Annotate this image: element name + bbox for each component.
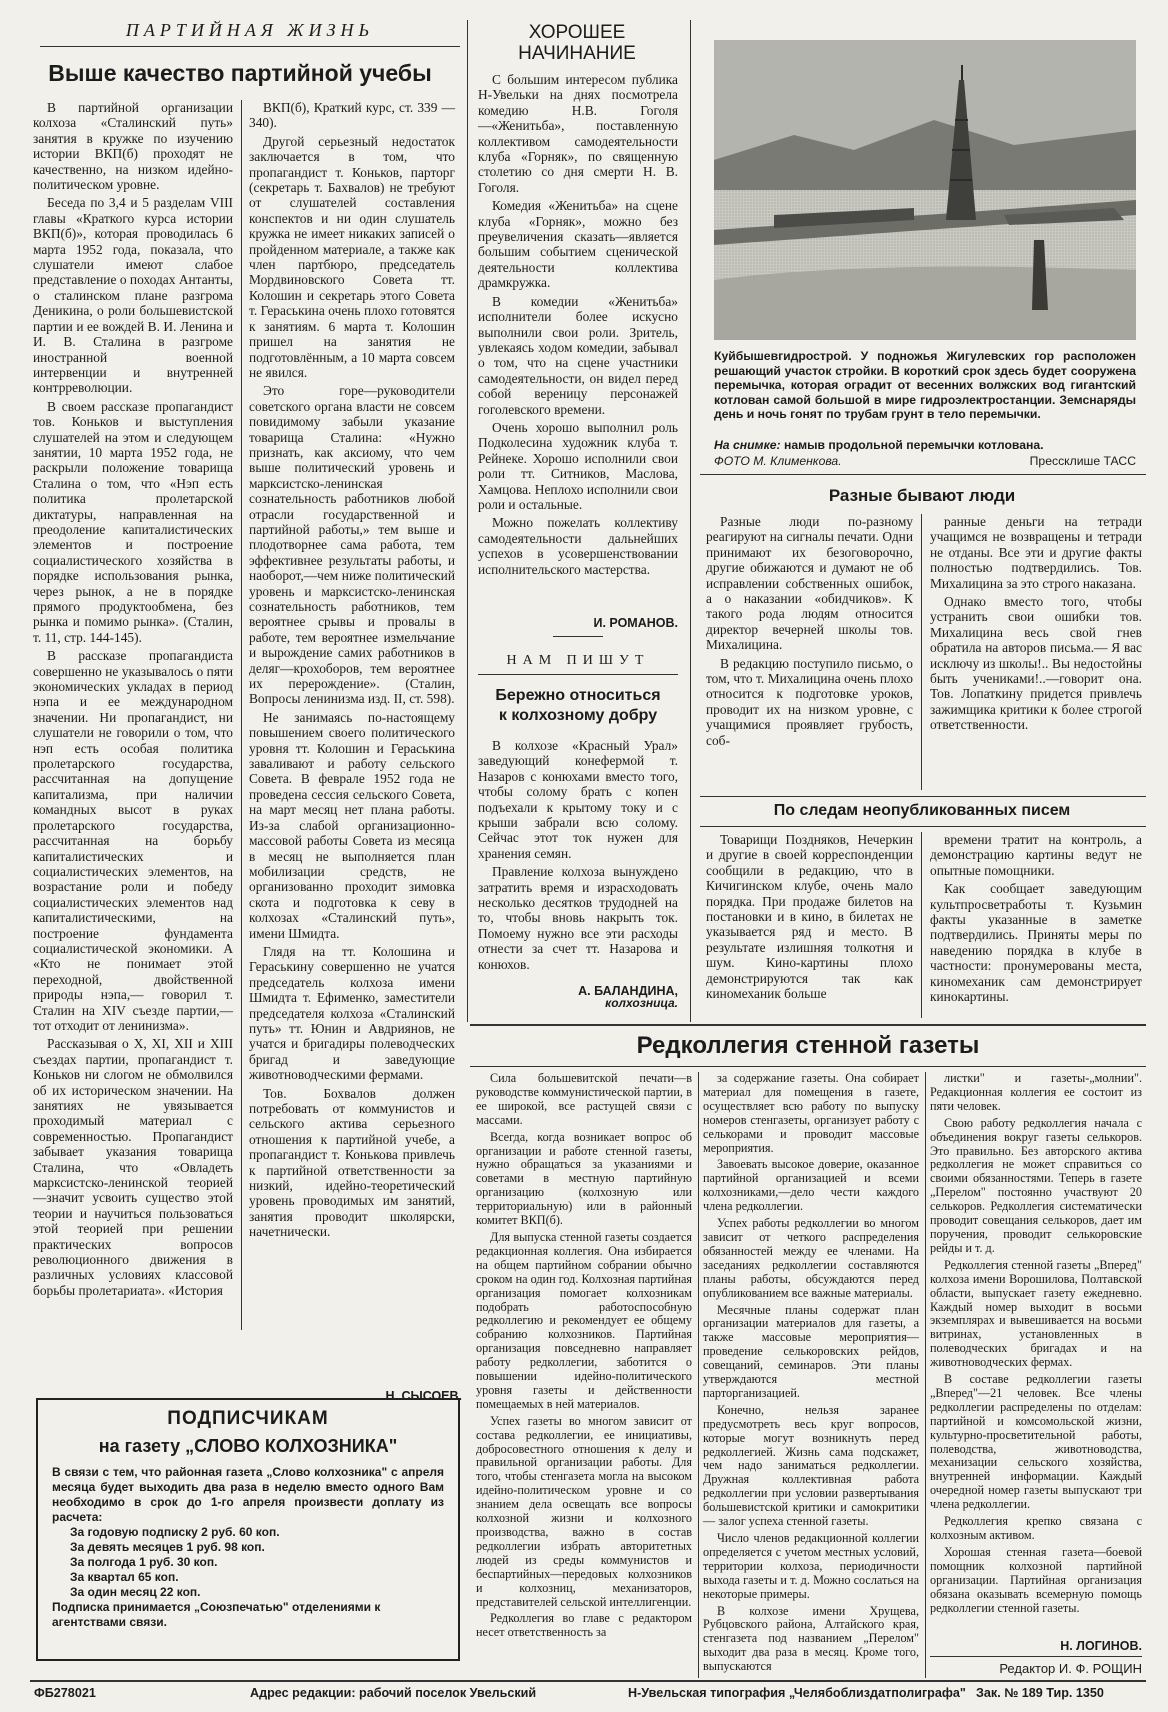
photo-caption	[714, 349, 1136, 422]
article-author: И. РОМАНОВ.	[593, 616, 678, 630]
paragraph: В партийной организации колхоза «Сталинский путь» занятия в кружке по изучению истории ВКП(б) проходят не качественно, на низком идейно-политическом уровне.	[33, 100, 233, 193]
article-author: А. БАЛАНДИНА,	[578, 984, 678, 998]
paragraph: В редакцию поступило письмо, о том, что т. Михалицина очень плохо относится к подготовке уроков, проводит их на низком уровне, с учащимися проявляет грубость, соб-	[706, 655, 913, 748]
paragraph: за содержание газеты. Она собирает материал для помещения в газете, осуществляет всю работу по выпуску номеров стенгазеты, организует работу с селькорами и проводит массовые мероприятия.	[703, 1071, 919, 1155]
column-divider	[925, 1072, 926, 1678]
title-underline	[470, 1066, 1146, 1067]
subscribers-notice	[36, 1398, 460, 1661]
separator	[700, 796, 1146, 797]
article-title: Выше качество партийной учебы	[48, 60, 432, 86]
paragraph: В колхозе имени Хрущева, Рубцовского района, Алтайского края, стенгазета под названием „Перелом" выходит два раза в месяц. Кроме того, выпускаются	[703, 1603, 919, 1674]
article-column	[930, 514, 1142, 790]
paragraph: Конечно, нельзя заранее предусмотреть весь круг вопросов, которые могут возникнуть перед редколлегией. Жизнь сама подскажет, чем надо заниматься редколлегии. Дружная коллективная работа редколлегии при условии развертывания большевистской критики и самокритики — залог успеха стенной газеты.	[703, 1402, 919, 1529]
article-title: По следам неопубликованных писем	[773, 802, 1071, 819]
title-line: НАЧИНАНИЕ	[518, 43, 636, 64]
paragraph: Очень хорошо выполнил роль Подколесина художник клуба т. Рейнеке. Хорошо исполнили свои роли тт. Ситников, Маслова, Хамцова. Неплохо исполнили свои роли и остальные.	[478, 419, 678, 512]
note-text: намыв продольной перемычки котлована.	[783, 438, 1044, 452]
author-role: колхозница.	[605, 996, 678, 1010]
paragraph: Как сообщает заведующим культпросветработы т. Кузьмин факты указанные в заметке подтвердились. Приняты меры по наведению порядка в клубе в частности: пронумерованы места, киномеханик сам демонстрирует кинокартины.	[930, 881, 1142, 1005]
paragraph: Завоевать высокое доверие, оказанное партийной организацией и всеми колхозниками,—дело чести каждого члена редколлегии.	[703, 1157, 919, 1214]
paragraph: Правление колхоза вынуждено затратить время и израсходовать несколько десятков трудодней на то, чтобы вновь накрыть ток. Помоему нужно все эти расходы отнести за счет тт. Назарова и конюхов.	[478, 864, 678, 972]
article-column	[33, 100, 233, 1335]
paragraph: времени тратит на контроль, а демонстрацию картины ведут не опытные помощники.	[930, 832, 1142, 878]
paragraph: Однако вместо того, чтобы устранить свои ошибки тов. Михалицина весь свой гнев обратила на авторов письма.— Я вас исключу из школы!.. Вы недостойны быть учениками!..—говорит она. Тов. Лопаткину придется привлечь зажимщика критики к более строгой ответственности.	[930, 594, 1142, 733]
paragraph: Свою работу редколлегия начала с объединения вокруг газеты селькоров. Это правильно. Без авторского актива редколлегия не может справиться со своими обязанностями. Теперь в газете „Перелом" постоянно участвуют 20 селькоров. Редколлегия систематически проводит совещания селькоров, дает им поручения, проводит селькоровские рейды и т. д.	[930, 1115, 1142, 1255]
paragraph: Не занимаясь по-настоящему повышением своего политического уровня тт. Колошин и Гераськина заваливают и работу сельского Совета. В феврале 1952 года не проведена сессия сельского Совета, на март месяц нет плана работы. Из-за слабой организационно-массовой работы Совета из месяца в месяц не выполняется план мобилизации средств, не организованно проходит зимовка скота и подготовка к севу в колхозах «Сталинский путь», имени Шмидта.	[249, 709, 455, 941]
subscribers-note: Подписка принимается „Союзпечатью" отделениями к агентствами связи.	[52, 1600, 381, 1629]
subscribers-title: ПОДПИСЧИКАМ	[167, 1408, 329, 1429]
rate-line: За один месяц 22 коп.	[70, 1585, 201, 1599]
column-divider	[698, 1072, 699, 1678]
paragraph: Комедия «Женитьба» на сцене клуба «Горняк», можно без преувеличения сказать—является большим событием сценической деятельности коллектива драмкружка.	[478, 198, 678, 291]
footer-order: Зак. № 189 Тир. 1350	[976, 1686, 1104, 1700]
paragraph: Тов. Бохвалов должен потребовать от коммунистов и сельского актива серьезного отношения к партийной учебе, а пропагандист т. Конькова привлечь к партийной ответственности за низкий, идейно-теоретический уровень проводимых им занятий, занятия проводит школярски, начетнически.	[249, 1085, 455, 1240]
footer-address: Адрес редакции: рабочий поселок Увельский	[250, 1686, 537, 1700]
subscribers-body: В связи с тем, что районная газета „Слово колхозника" с апреля месяца будет выходить два раза в неделю вместо одного Вам необходимо в срок до 1-го апреля произвести доплату из расчета:	[52, 1465, 444, 1524]
paragraph: Другой серьезный недостаток заключается в том, что пропагандист т. Коньков, парторг (секретарь т. Бахвалов) не требуют от слушателей составления конспектов и ни один слушатель кружка не имеет никаких записей о пройденном материале, а также как член партбюро, председатель Мордвиновского Совета тт. Колошин и секретарь этого Совета т. Гераськина очень плохо готовятся к занятиям. 6 марта т. Колошин пришел на занятия не подготовлённым, а 10 марта совсем не явился.	[249, 133, 455, 380]
paragraph: Месячные планы содержат план организации материалов для газеты, а также массовые мероприятия—проведение селькоровских рейдов, совещаний, семинаров. Эти планы утверждаются местной парторганизацией.	[703, 1302, 919, 1400]
rate-line: За девять месяцев 1 руб. 98 коп.	[70, 1540, 265, 1554]
footer-printer: Н-Увельская типография „Челябоблиздатполиграфа"	[628, 1686, 966, 1700]
article-column	[476, 1072, 692, 1680]
dam-construction-photo	[714, 40, 1136, 340]
rubric-letters: НАМ ПИШУТ	[506, 653, 650, 668]
article-column	[706, 832, 913, 1018]
paragraph: ранные деньги на тетради учащимся не возвращены и тетради не отданы. Все эти и другие факты полностью подтвердились. Тов. Михалицина за это строго наказана.	[930, 514, 1142, 591]
paragraph: листки" и газеты-„молнии". Редакционная коллегия ее состоит из пяти человек.	[930, 1071, 1142, 1113]
paragraph: Хорошая стенная газета—боевой помощник колхозной партийной организации. Партийная организация обязана оказывать всемерную помощь редколлегии стенной газеты.	[930, 1544, 1142, 1615]
footer-code: ФБ278021	[34, 1686, 96, 1700]
article-author: Н. ЛОГИНОВ.	[1060, 1639, 1142, 1653]
separator	[470, 1024, 1146, 1026]
separator	[930, 1656, 1142, 1657]
rubric-underline	[40, 46, 460, 47]
paragraph: Можно пожелать коллективу самодеятельности дальнейших успехов в усовершенствовании исполнительского мастерства.	[478, 515, 678, 577]
article-author: Н. СЫСОЕВ.	[385, 1389, 462, 1403]
article-column	[930, 832, 1142, 1018]
paragraph: В своем рассказе пропагандист тов. Коньков и выступления слушателей на этом и следующем занятии, 10 марта 1952 года, не раскрыли положение товарища Сталина о том, что «Нэп есть политика пролетарской диктатуры, направленная на преодоление капиталистических элементов и построение социалистического хозяйства в порядке использования рынка, через рынок, а не в порядке прямого продуктообмена, без рынка и помимо рынка». (Сталин, т. 11, стр. 144-145).	[33, 398, 233, 645]
article-column	[478, 72, 678, 610]
article-title: Редколлегия стенной газеты	[636, 1032, 980, 1059]
paragraph: Сила большевитской печати—в руководстве коммунистической партии, в ее широкой, все растущей связи с массами.	[476, 1071, 692, 1127]
column-divider	[241, 100, 242, 1330]
footer-rule	[30, 1680, 1146, 1682]
article-column	[706, 514, 913, 790]
paragraph: Редколлегия стенной газеты „Вперед" колхоза имени Ворошилова, Полтавской области, выпускает газету ежедневно. Каждый номер выходит в восьми экземплярах и вывешивается на восьми витринах, установленных в полеводческих бригадах и на животноводческих фермах.	[930, 1257, 1142, 1370]
article-title: Разные бывают люди	[828, 486, 1016, 505]
article-column	[703, 1072, 919, 1680]
paragraph: Успех работы редколлегии во многом зависит от четкого распределения обязанностей между ее членами. На заседаниях редколлегии составляются планы работы, обсуждаются перед опубликованием все важные материалы.	[703, 1216, 919, 1300]
paragraph: Число членов редакционной коллегии определяется с учетом местных условий, территории колхоза, периодичности выхода газеты и т. д. Можно сослаться на некоторые примеры.	[703, 1531, 919, 1601]
title-line: ХОРОШЕЕ	[528, 22, 626, 43]
article-title	[477, 22, 677, 64]
photo-credit: ФОТО М. Клименкова.	[714, 454, 842, 468]
paragraph: Это горе—руководители советского органа власти не совсем повидимому забыли указание товарища Сталина: «Нужно признать, как аксиому, что чем выше политический уровень и марксистско-ленинская сознательность работников любой отрасли государственной и партийной работы,» тем выше и плодотворнее сама работа, тем эффективнее результаты работы, и наоборот,—чем ниже политический уровень и марксистско-ленинская сознательность работников, тем вероятнее срывы и провалы в работе, тем вероятнее измельчание и вырождение самих работников в деляг—крохоборов, тем вероятнее их перерождение». (Сталин, Вопросы ленинизма изд. II, ст. 598).	[249, 383, 455, 707]
subscribers-subtitle: на газету „СЛОВО КОЛХОЗНИКА"	[98, 1436, 398, 1456]
paragraph: В колхозе «Красный Урал» заведующий конефермой т. Назаров с конюхами вместо того, чтобы солому брать с копен подъехали к крытому току и с крыши забрали всю солому. Сейчас этот ток нужен для хранения семян.	[478, 738, 678, 861]
paragraph: Всегда, когда возникает вопрос об организации и работе стенной газеты, нужно обращаться за указаниями и советами в местную партийную организацию (колхозную или территориальную) или в районный комитет ВКП(б).	[476, 1129, 692, 1228]
paragraph: Редколлегия во главе с редактором несет ответственность за	[476, 1611, 692, 1640]
note-label: На снимке:	[714, 438, 781, 452]
paragraph: В комедии «Женитьба» исполнители более искусно выполнили свои роли. Зритель, увлекаясь ходом комедии, забывал о том, что на сцене участники самодеятельности, он видел перед собой вереницу персонажей гоголевского времени.	[478, 293, 678, 417]
photo	[714, 40, 1136, 340]
article-title: Бережно относиться к колхозному добру	[495, 687, 661, 724]
rate-line: За квартал 65 коп.	[70, 1570, 179, 1584]
article-column	[249, 100, 455, 1385]
paragraph: С большим интересом публика Н-Увельки на днях посмотрела комедию Н.В. Гоголя—«Женитьба», поставленную коллективом самодеятельности клуба «Горняк», по священную столетию со дня смерти Н. В. Гоголя.	[478, 72, 678, 195]
paragraph: В составе редколлегии газеты „Вперед"—21 человек. Все члены редколлегии распределены по отделам: партийной и комсомольской жизни, культурно-просветительной работы, полеводства, животноводства, механизации сельского хозяйства, внутренней информации. Каждый очередной номер газеты выпускают три члена редколлегии.	[930, 1372, 1142, 1512]
editor: Редактор И. Ф. РОЩИН	[999, 1661, 1142, 1676]
rubric-party-life: ПАРТИЙНАЯ ЖИЗНЬ	[125, 20, 375, 40]
rate-line: За полгода 1 руб. 30 коп.	[70, 1555, 218, 1569]
paragraph: Беседа по 3,4 и 5 разделам VIII главы «Краткого курса истории ВКП(б)», которая проводилась 6 марта 1952 года, показала, что слушатели имеют слабое представление о походах Антанты, о сталинском плане разгрома Деникина, о роли большевистской партии и ее вождей В. И. Ленина и И. В. Сталина в разгроме иностранной военной интервенции и внутренней контрреволюции.	[33, 195, 233, 396]
paragraph: ВКП(б), Краткий курс, ст. 339 —340).	[249, 100, 455, 131]
paragraph: Для выпуска стенной газеты создается редакционная коллегия. Она избирается на общем партийном собрании обычно сроком на один год. Колхозная партийная организация помогает колхозникам подобрать работоспособную редколлегию и рекомендует ее общему собранию колхозников. Партийная организация повседневно направляет работу редколлегии, заботится о повышении идейно-политического уровня газеты и действенности помещаемых в ней материалов.	[476, 1229, 692, 1411]
caption-text: Куйбышевгидрострой. У подножья Жигулевских гор расположен решающий участок стройки. В короткий срок здесь будет сооружена перемычка, которая оградит от весенних волжских вод гигантский котлован самой большой в мире гидроэлектростанции. Земснаряды день и ночь гонят по трубам грунт в тело перемычки.	[714, 349, 1136, 422]
column-divider	[921, 514, 922, 790]
section-divider	[690, 20, 691, 1022]
subscribers-rates	[52, 1525, 444, 1600]
paragraph: Редколлегия крепко связана с колхозным активом.	[930, 1514, 1142, 1542]
paragraph: В рассказе пропагандиста совершенно не указывалось о пяти экономических укладах в период нэпа и ее международном значении. Ни пропагандист, ни слушатели не говорили о том, что нэп есть особая политика пролетарского государства, рассчитанная на допущение капитализма, при наличии командных высот в руках пролетарского государства, рассчитанная на борьбу капиталистических и социалистических элементов, на возрастание роли и победу социалистических элементов над капиталистическими, на построение фундамента социалистической экономики. А «Кто не понимает этой переходной, двойственной природы нэпа,— говорил т. Сталин на XIV съезде партии,—тот отходит от ленинизма».	[33, 648, 233, 1033]
paragraph: Рассказывая о X, XI, XII и XIII съездах партии, пропагандист т. Коньков ни слогом не обмолвился об их историческом значении. На занятиях не увязывается проходимый материал с современностью. Пропагандист забывает указания товарища Сталина, что «Овладеть марксистско-ленинской теорией —значит усвоить существо этой теории и научиться пользоваться этой теорией при решении практических вопросов революционного движения в различных условиях классовой борьбы пролетариата». «История	[33, 1036, 233, 1298]
article-column	[478, 738, 678, 972]
column-divider	[921, 832, 922, 1018]
paragraph: Успех газеты во многом зависит от состава редколлегии, ее инициативы, добросовестного отношения к делу и правильной организации работы. Для того, чтобы стенгазета могла на высоком идейно-политическом уровне и со знанием дела освещать все вопросы колхозной жизни и колхозного производства, важно в состав редколлегии избрать авторитетных людей из среды коммунистов и беспартийных—передовых колхозников и колхозниц, механизаторов, представителей сельской интеллигенции.	[476, 1413, 692, 1609]
rubric-underline	[478, 674, 678, 675]
paragraph: Глядя на тт. Колошина и Гераськину совершенно не учатся председатель колхоза имени Шмидта т. Ефименко, заместители председателя колхоза «Сталинский путь» тт. Юнин и Авдриянов, не учатся и бригадиры полеводческих бригад и заведующие животноводческими фермами.	[249, 943, 455, 1083]
photo-agency: Прессклише ТАСС	[1029, 454, 1136, 468]
paragraph: Товарищи Поздняков, Нечеркин и другие в своей корреспонденции сообщили в редакцию, что в Кичигинском клубе, очень мало порядка. При продаже билетов на постановки и в кино, в билетах не указывается ряд и место. В результате излишняя толкотня и шум. Кино-картины плохо демонстрируются так как киномеханик больше	[706, 832, 913, 1002]
separator	[700, 474, 1146, 475]
article-column	[930, 1072, 1142, 1632]
paragraph: Разные люди по-разному реагируют на сигналы печати. Одни принимают их безоговорочно, другие обижаются и думают не об исправлении собственных ошибок, а о наказании «обидчиков». К такого рода людям относится директор вечерней школы тов. Михалицина.	[706, 514, 913, 653]
rate-line: За годовую подписку 2 руб. 60 коп.	[70, 1525, 280, 1539]
title-underline	[700, 826, 1146, 827]
separator	[553, 636, 603, 637]
section-divider	[467, 20, 468, 1022]
photo-note	[714, 438, 1136, 452]
